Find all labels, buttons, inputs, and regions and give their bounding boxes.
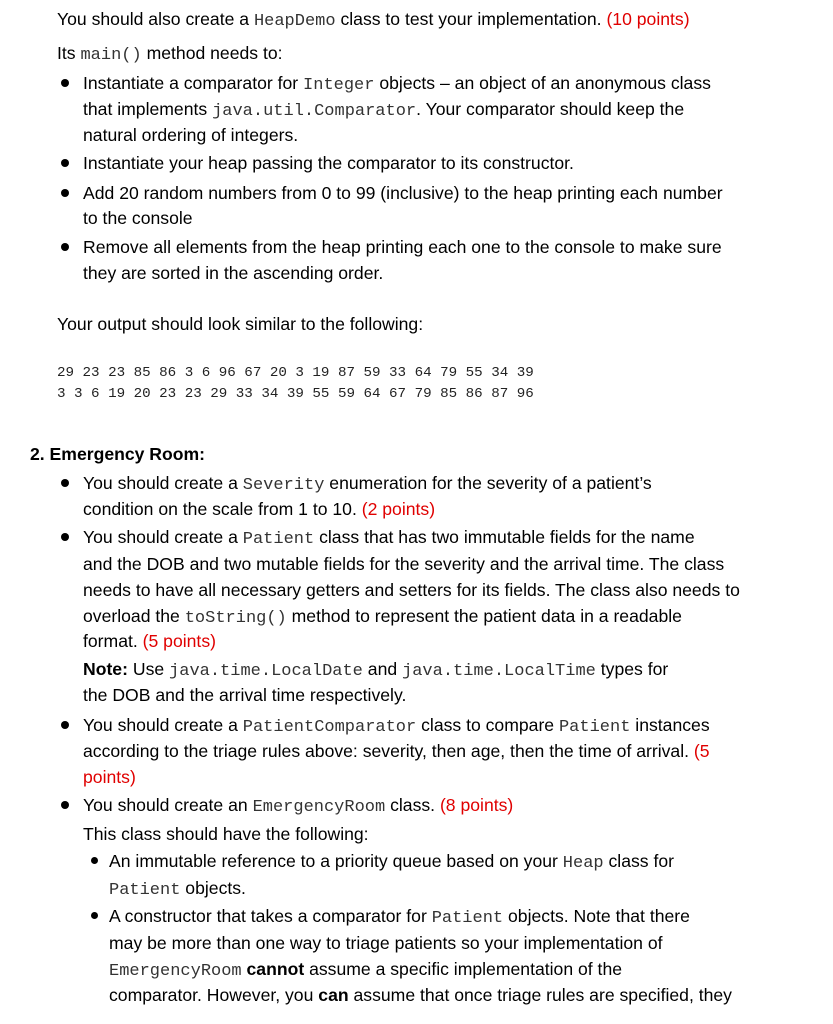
emergency-room-line2: This class should have the following:: [83, 824, 369, 844]
sub-constructor-line3: EmergencyRoom cannot assume a specific implementation of the: [109, 959, 623, 981]
emergency-room-line1: You should create an EmergencyRoom class. (8 points): [83, 795, 514, 817]
output-line-2: 3 3 6 19 20 23 23 29 33 34 39 55 59 64 67 79 85 86 87 96: [57, 386, 534, 402]
severity-line2: condition on the scale from 1 to 10. (2 points): [83, 499, 436, 519]
bullet-add-numbers-line2: to the console: [83, 208, 193, 228]
output-intro: Your output should look similar to the following:: [57, 314, 424, 334]
note-line2: the DOB and the arrival time respectively.: [83, 685, 407, 705]
bullet-add-numbers-line1: Add 20 random numbers from 0 to 99 (inclusive) to the heap printing each number: [83, 183, 723, 203]
comparator-line1: You should create a PatientComparator class to compare Patient instances: [83, 715, 710, 737]
sub-constructor-line4: comparator. However, you can assume that once triage rules are specified, they: [109, 985, 732, 1005]
sub-priority-queue-line2: Patient objects.: [109, 878, 246, 900]
patient-line1: You should create a Patient class that has two immutable fields for the name: [83, 527, 695, 549]
main-method-intro: Its main() method needs to:: [57, 43, 283, 65]
bullet-remove-line2: they are sorted in the ascending order.: [83, 263, 384, 283]
sub-bullet-icon: [91, 912, 98, 919]
bullet-icon: [61, 801, 69, 809]
bullet-icon: [61, 721, 69, 729]
comparator-line3: points): [83, 767, 136, 787]
bullet-comparator-line2: that implements java.util.Comparator. Your comparator should keep the: [83, 99, 685, 121]
severity-line1: You should create a Severity enumeration for the severity of a patient’s: [83, 473, 652, 495]
patient-line4: overload the toString() method to represent the patient data in a readable: [83, 606, 682, 628]
bullet-icon: [61, 533, 69, 541]
note-line1: Note: Use java.time.LocalDate and java.time.LocalTime types for: [83, 659, 669, 681]
section-heading-emergency-room: 2. Emergency Room:: [30, 444, 206, 464]
sub-constructor-line2: may be more than one way to triage patients so your implementation of: [109, 933, 663, 953]
patient-line2: and the DOB and two mutable fields for the severity and the arrival time. The class: [83, 554, 725, 574]
bullet-icon: [61, 189, 69, 197]
output-line-1: 29 23 23 85 86 3 6 96 67 20 3 19 87 59 33 64 79 55 34 39: [57, 365, 534, 381]
bullet-icon: [61, 159, 69, 167]
sub-constructor-line1: A constructor that takes a comparator for Patient objects. Note that there: [109, 906, 690, 928]
heapdemo-intro: You should also create a HeapDemo class to test your implementation. (10 points): [57, 9, 690, 31]
bullet-remove-line1: Remove all elements from the heap printing each one to the console to make sure: [83, 237, 722, 257]
comparator-line2: according to the triage rules above: severity, then age, then the time of arrival. (5: [83, 741, 710, 761]
bullet-icon: [61, 243, 69, 251]
bullet-instantiate-heap: Instantiate your heap passing the comparator to its constructor.: [83, 153, 574, 173]
patient-line3: needs to have all necessary getters and setters for its fields. The class also needs to: [83, 580, 740, 600]
sub-bullet-icon: [91, 857, 98, 864]
bullet-icon: [61, 479, 69, 487]
patient-line5: format. (5 points): [83, 631, 216, 651]
bullet-icon: [61, 79, 69, 87]
bullet-comparator-line1: Instantiate a comparator for Integer objects – an object of an anonymous class: [83, 73, 711, 95]
sub-priority-queue-line1: An immutable reference to a priority queue based on your Heap class for: [109, 851, 675, 873]
bullet-comparator-line3: natural ordering of integers.: [83, 125, 299, 145]
